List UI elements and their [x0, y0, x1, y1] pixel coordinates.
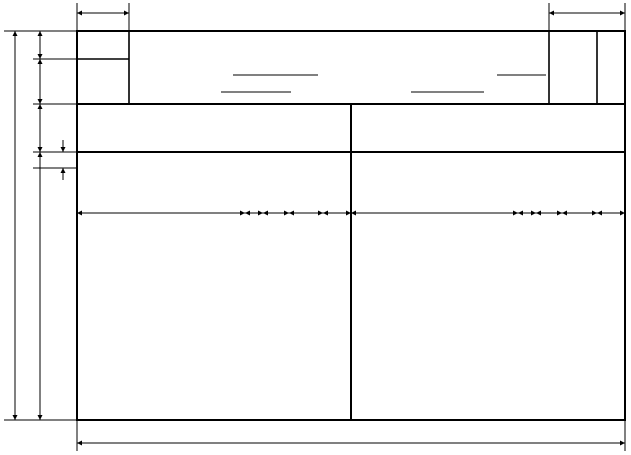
- top-dimensions: [77, 3, 625, 31]
- fill-in-lines: [221, 75, 546, 92]
- column-width-labels: [140, 201, 456, 212]
- card-frame: [77, 31, 625, 420]
- bottom-dimension: [77, 420, 625, 451]
- label-bg: [140, 201, 182, 212]
- label-bg: [414, 201, 456, 212]
- left-dimensions: [4, 31, 77, 420]
